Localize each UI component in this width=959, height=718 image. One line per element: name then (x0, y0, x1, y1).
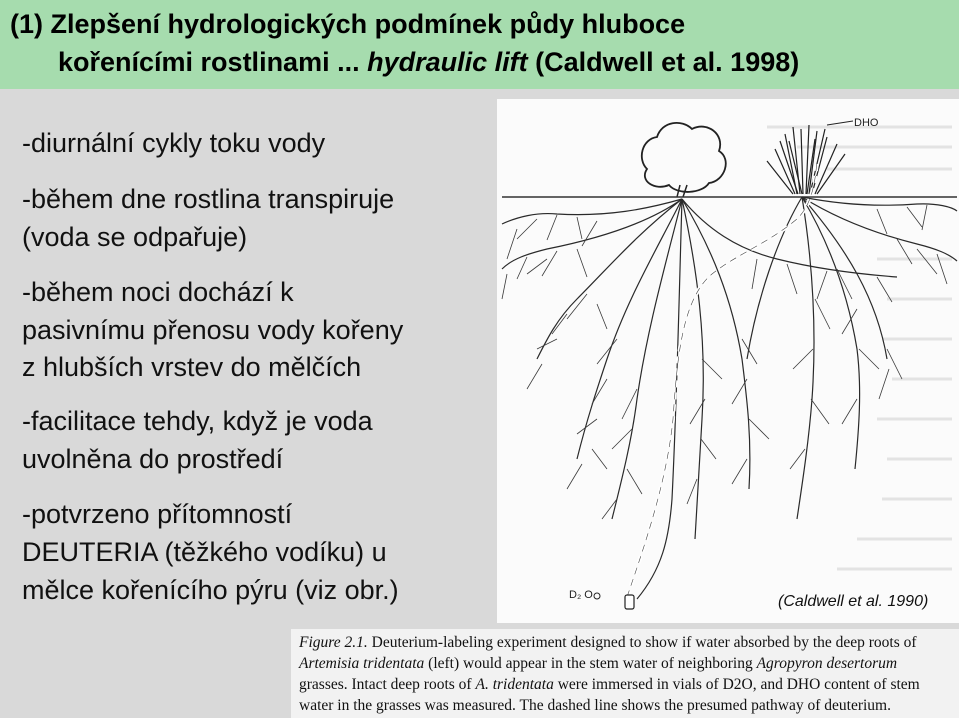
bullet-3-line-2: pasivnímu přenosu vody kořeny (22, 315, 404, 345)
bullet-3-line-1: -během noci dochází k (22, 277, 294, 307)
deuterium-pathway-dashed-line (627, 159, 817, 597)
caption-line-3-text-a: grasses. Intact deep roots of (299, 676, 476, 693)
grass-tuft (767, 125, 845, 194)
bullet-5-line-3: mělce kořenícího pýru (viz obr.) (22, 575, 399, 605)
slide-title-bar (0, 0, 959, 89)
bullet-3-line-3: z hlubších vrstev do mělčích (22, 352, 362, 382)
d2o-vial (625, 595, 634, 609)
caption-artemisia: Artemisia tridentata (299, 655, 425, 672)
caption-line-1-text: Deuterium-labeling experiment designed to show if water absorbed by the deep roots of (367, 634, 917, 651)
caption-a-tridentata: A. tridentata (475, 676, 554, 693)
caption-agropyron: Agropyron desertorum (756, 655, 898, 672)
caption-line-4: water in the grasses was measured. The dashed line shows the presumed pathway of deuterium. (299, 697, 891, 714)
bullet-2-line-2: (voda se odpařuje) (22, 222, 248, 252)
root-fine-texture (502, 205, 947, 519)
bullet-5-line-1: -potvrzeno přítomností (22, 499, 293, 529)
caption-line-2 (299, 654, 897, 674)
bullet-1-line-1: -diurnální cykly toku vody (22, 128, 326, 158)
title-part-a: kořenícími rostlinami ... (58, 47, 368, 77)
shrub-canopy (642, 123, 726, 192)
bullet-4-line-1: -facilitace tehdy, když je voda (22, 406, 373, 436)
caption-line-2-text: (left) would appear in the stem water of neighboring (424, 655, 757, 672)
dho-label: DHO (854, 117, 879, 129)
slide-title-line-2 (58, 46, 799, 78)
caption-line-1 (299, 633, 917, 653)
bullet-4-line-2: uvolněna do prostředí (22, 444, 284, 474)
title-part-hydraulic-lift: hydraulic lift (367, 47, 528, 77)
figure-caption (291, 629, 959, 718)
title-part-citation: (Caldwell et al. 1998) (527, 47, 800, 77)
bullet-5-line-2: DEUTERIA (těžkého vodíku) u (22, 537, 387, 567)
bullet-2-line-1: -během dne rostlina transpiruje (22, 184, 395, 214)
caption-figure-number: Figure 2.1. (299, 634, 368, 651)
figure-credit: (Caldwell et al. 1990) (778, 593, 929, 610)
caption-line-3 (299, 675, 920, 695)
root-diagram-figure (497, 99, 959, 623)
slide-title-line-1: (1) Zlepšení hydrologických podmínek půdy hluboce (10, 9, 686, 39)
caption-line-3-text-c: were immersed in vials of D2O, and DHO content of stem (553, 676, 920, 693)
d2o-label: D₂ O (569, 589, 593, 601)
root-diagram-drawing (497, 99, 959, 623)
